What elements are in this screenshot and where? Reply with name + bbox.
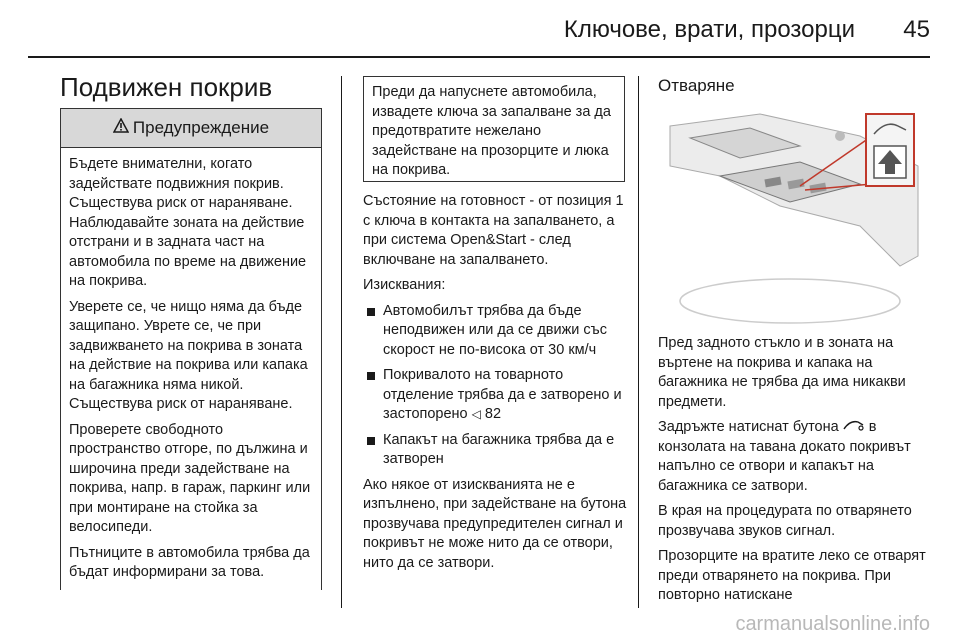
header-title: Ключове, врати, прозорци	[563, 16, 855, 43]
requirements-list	[363, 302, 633, 470]
page-reference-link[interactable]: 82	[484, 406, 502, 422]
warning-paragraph: Бъдете внимателни, когато задействате подвижния покрив. Съществува риск от нараняване. Наблюдавайте зоната на действие отстрани и в задната част на автомобила по време на движение на покрива.	[69, 156, 307, 289]
column-divider	[341, 76, 342, 608]
warning-body	[61, 148, 321, 583]
page-reference-icon: ◁	[471, 407, 481, 421]
warning-triangle-icon	[113, 118, 129, 138]
column-middle	[363, 192, 633, 579]
list-item: Покривалото на товарното отделение трябва да е затворено и застопорено ◁ 82	[363, 366, 633, 425]
opening-title: Отваряне	[658, 76, 735, 95]
opening-paragraph: Прозорците на вратите леко се отварят преди отварянето на покрива. При повторно натискане	[658, 548, 926, 603]
warning-paragraph: Пътниците в автомобила трябва да бъдат информирани за това.	[69, 544, 310, 580]
warning-box	[60, 108, 322, 590]
warning-title: Предупреждение	[132, 118, 270, 137]
warning-paragraph: Проверете свободното пространство отгоре, по дължина и широчина преди задействане на покрива, напр. в гараж, паркинг или при монтиране на стойка за велосипеди.	[69, 421, 311, 535]
warning-paragraph: Уверете се, че нищо няма да бъде защипано. Уврете се, че при задвижването на покрива в зоната на действие на покрива или капака на багажника няма никой. Съществува риск от нараняване.	[69, 298, 308, 412]
section-title: Подвижен покрив	[60, 72, 273, 102]
convertible-roof-icon	[843, 419, 865, 435]
warning-header	[61, 109, 321, 148]
page-number: 45	[903, 16, 930, 43]
watermark: carmanualsonline.info	[735, 613, 930, 635]
opening-paragraph: Пред задното стъкло и в зоната на въртене на покрива и капака на багажника не трябва да има никакви предмети.	[658, 335, 906, 410]
opening-paragraph: В края на процедурата по отварянето прозвучава звуков сигнал.	[658, 503, 912, 539]
roof-console-illustration	[660, 106, 924, 326]
list-item: Автомобилът трябва да бъде неподвижен или да се движи със скорост не по-висока от 30 км/ч	[363, 302, 633, 361]
closing-text: Ако някое от изискванията не е изпълнено, при задействане на бутона прозвучава предупредителен сигнал и покривът не може нито да се отвори, нито да се затвори.	[363, 476, 627, 571]
column-right	[658, 334, 926, 612]
info-box: Преди да напуснете автомобила, извадете ключа за запалване за да предотвратите нежелано задействане на прозорците и люка на покрива.	[363, 76, 625, 182]
column-divider	[638, 76, 639, 608]
requirements-label: Изисквания:	[363, 277, 446, 293]
readiness-text: Състояние на готовност - от позиция 1 с ключа в контакта на запалването, а при система Open&Start - след включване на запалването.	[363, 193, 624, 268]
header-rule	[28, 56, 930, 58]
opening-paragraph: Задръжте натиснат бутона в конзолата на тавана докато покривът напълно се отвори и капакът на багажника се затвори.	[658, 419, 911, 494]
list-item: Капакът на багажника трябва да е затворен	[363, 431, 633, 470]
